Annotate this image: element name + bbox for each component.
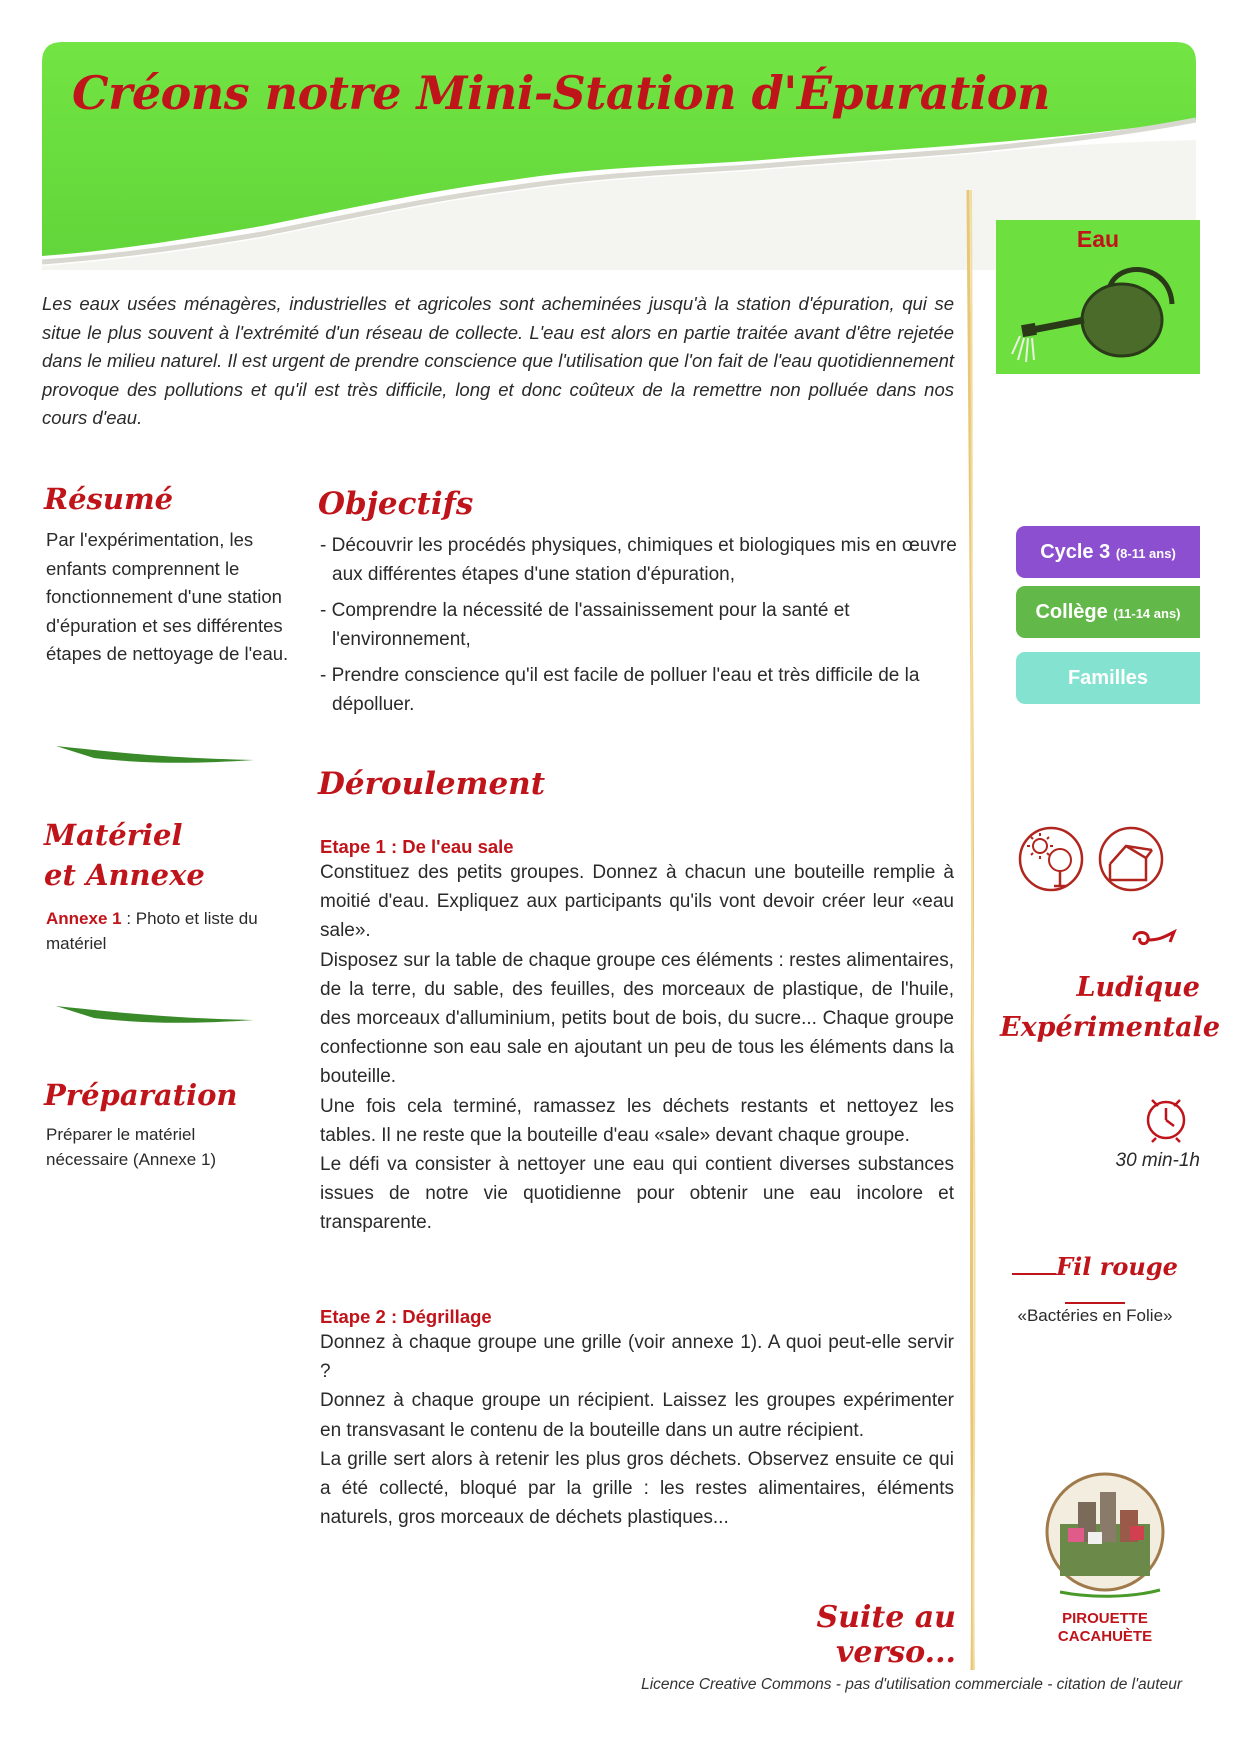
theme-label: Eau <box>1076 226 1120 252</box>
objectifs-heading: Objectifs <box>318 486 474 522</box>
house-icon <box>1096 824 1166 894</box>
vertical-divider <box>960 190 984 1670</box>
etape1-paragraph: Le défi va consister à nettoyer une eau qui contient diverses substances issues de notre vie quotidienne pour obtenir une eau incolore et transparente. <box>320 1154 954 1234</box>
etape2-title: Etape 2 : Dégrillage <box>320 1306 492 1327</box>
annexe-text: : Photo et liste du matériel <box>46 909 258 953</box>
etape2-paragraph: La grille sert alors à retenir les plus gros déchets. Observez ensuite ce qui a été collecté, bloqué par la grille : les restes alimentaires, éléments naturels, gros morceaux de déchets plastiques... <box>320 1448 954 1529</box>
resume-heading: Résumé <box>44 482 174 516</box>
sun-tree-icon <box>1016 824 1086 894</box>
fil-rouge-text: «Bactéries en Folie» <box>1017 1306 1173 1325</box>
list-item: - Comprendre la nécessité de l'assainissement pour la santé et l'environnement, <box>320 600 850 650</box>
activity-type <box>1000 968 1220 1048</box>
activity-type-line2: Expérimentale <box>1000 1012 1220 1043</box>
grass-divider-icon <box>54 742 258 766</box>
materiel-heading-line1: Matériel <box>44 818 183 852</box>
watering-can-icon <box>1010 258 1190 370</box>
page-title: Créons notre Mini-Station d'Épuration <box>72 66 1050 120</box>
swirl-icon <box>1130 926 1180 952</box>
list-item: - Découvrir les procédés physiques, chimiques et biologiques mis en œuvre aux différentes étapes d'une station d'épuration, <box>320 535 957 585</box>
license-footer: Licence Creative Commons - pas d'utilisation commerciale - citation de l'auteur <box>641 1676 1182 1693</box>
brand-logo-icon <box>1040 1466 1170 1604</box>
annexe-label: Annexe 1 <box>46 909 122 928</box>
materiel-heading-line2: et Annexe <box>44 858 205 892</box>
suite-au-verso: Suite au verso... <box>816 1600 956 1670</box>
etape2-section <box>320 1306 954 1532</box>
grass-divider-icon <box>54 1002 258 1026</box>
list-item: - Prendre conscience qu'il est facile de polluer l'eau et très difficile de la dépolluer. <box>320 665 920 715</box>
etape1-paragraph: Constituez des petits groupes. Donnez à chacun une bouteille remplie à moitié d'eau. Expliquez aux participants qu'ils vont devoir créer leur «eau sale». <box>320 862 954 942</box>
etape1-title: Etape 1 : De l'eau sale <box>320 836 514 857</box>
deroulement-heading: Déroulement <box>318 766 546 802</box>
etape2-paragraph: Donnez à chaque groupe un récipient. Laissez les groupes expérimenter en transvasant le contenu de la bouteille dans un autre récipient. <box>320 1390 954 1441</box>
activity-type-line1: Ludique <box>1076 972 1200 1003</box>
audience-badge-familles: Familles <box>1016 652 1200 704</box>
preparation-heading: Préparation <box>44 1078 238 1112</box>
brand-name: PIROUETTE CACAHUÈTE <box>1057 1610 1153 1645</box>
etape2-paragraph: Donnez à chaque groupe une grille (voir annexe 1). A quoi peut-elle servir ? <box>320 1332 954 1383</box>
duration-label: 30 min-1h <box>1115 1150 1200 1171</box>
etape1-paragraph: Disposez sur la table de chaque groupe ces éléments : restes alimentaires, de la terre, du sable, des feuilles, des morceaux de plastique, de l'huile, des morceaux d'alluminium, petits bout de bois, du sucre... Chaque groupe confectionne son eau sale en ajoutant un peu de tous les éléments dans la bouteille. <box>320 949 954 1088</box>
annexe-line <box>46 906 296 956</box>
intro-paragraph: Les eaux usées ménagères, industrielles et agricoles sont acheminées jusqu'à la station d'épuration, qui se situe le plus souvent à l'extrémité d'un réseau de collecte. L'eau est alors en partie traitée avant d'être rejetée dans le milieu naturel. Il est urgent de prendre conscience que l'utilisation que l'on fait de l'eau quotidiennement provoque des pollutions et qu'il est très difficile, long et donc coûteux de la remettre non polluée dans nos cours d'eau. <box>42 293 954 428</box>
audience-badge-cycle3: Cycle 3 (8-11 ans) <box>1016 526 1200 578</box>
audience-badge-college: Collège (11-14 ans) <box>1016 586 1200 638</box>
clock-icon <box>1142 1092 1190 1144</box>
fil-rouge-heading: Fil rouge <box>990 1252 1200 1310</box>
resume-text: Par l'expérimentation, les enfants comprennent le fonctionnement d'une station d'épuration et ses différentes étapes de nettoyage de l'eau. <box>46 529 289 664</box>
etape1-paragraph: Une fois cela terminé, ramassez les déchets restants et nettoyez les tables. Il ne reste que la bouteille d'eau «sale» devant chaque groupe. <box>320 1095 954 1146</box>
objectifs-list <box>308 532 972 719</box>
etape1-section <box>320 836 954 1238</box>
preparation-text: Préparer le matériel nécessaire (Annexe 1) <box>46 1125 217 1169</box>
